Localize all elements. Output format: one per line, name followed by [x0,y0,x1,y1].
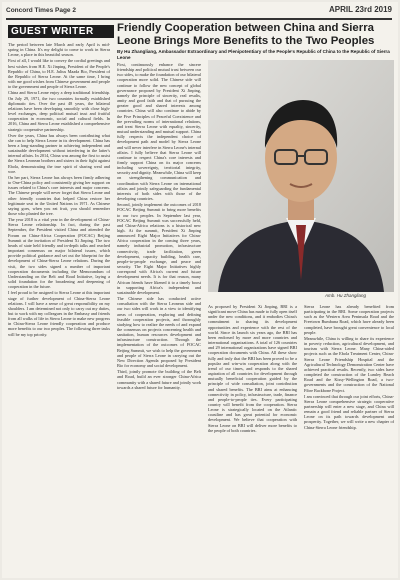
page-header [6,5,392,17]
article-headline: Friendly Cooperation between China and Sierra Leone Brings More Benefits to the Two Peoples [117,22,375,47]
ambassador-photo [208,60,394,292]
article-paragraph: First of all, I would like to convey the cordial greetings and best wishes from H.E. Xi Jinping, President of the People's Republic of China, to H.E. Julius Maada Bio, President of the Republic of Sierra Leone. At the same time, I bring with me good wishes from Chinese government and people to the government and people of Sierra Leone. [8,58,110,90]
article-paragraph: On her part, Sierra Leone has always been firmly adhering to One-China policy and consistently giving her support on issues related to China's core interests and major concerns. The Chinese people will never forget that Sierra Leone and other friendly countries that helped China restore her legitimate seat in the United Nations in 1971. As Chinese saying goes, when you eat fruit, you should remember those who planted the tree. [8,174,110,216]
article-paragraph: Meanwhile, China is willing to share its experience in poverty reduction, agricultural development, and tourism with Sierra Leone. Many China-aided projects such as the Ebola Treatment Center, China-Sierra Leone Friendship Hospital and the Agricultural Technology Demonstration Center have achieved practical results. Recently, two sides have completed the construction of the Lumley Beach Road and the Kissy-Wellington Road, a two-governments and the construction of the National Fibre Backbone Project. [304,335,394,393]
article-paragraph: The Chinese side has conducted active consultation with the Sierra Leonean side and our two sides will work in a view to identifying areas of cooperation, exploring and defining feasible cooperation projects, and thoroughly studying how to realize the needs of and expand the consensus on projects concerning health and sanitation, human resources development and infrastructure construction. Through the implementation of the outcomes of FOCAC Beijing Summit, we wish to help the government and people of Sierra Leone in carrying out the New Direction Agenda proposed by President Bio for economy and social development. [117,296,201,369]
article-paragraph: I am convinced that through our joint efforts, China-Sierra Leone comprehensive strategic cooperative partnership will enter a new stage, and China will remain a good friend and reliable partner of Sierra Leone on its path towards development and prosperity. Together, we will write a new chapter of China-Sierra Leone friendship. [304,393,394,430]
article-paragraph: Third, jointly promote the building of the Belt and Road, build an ever stronger China-Africa community with a shared future and jointly work towards a shared future for humanity. [117,369,201,390]
article-byline: By Hu Zhangliang, Ambassador Extraordinary and Plenipotentiary of the People's Republic of China to the Republic of Sierra Leone [117,49,390,60]
article-paragraph: Over the years, China has always been contributing what she can to help Sierra Leone in its development. China has been a long-standing partner in achieving independent and sustainable development without interfering in the latter's internal affairs. In 2014, China was among the first to assist the Sierra Leonean brothers and sisters in their fight against Ebola, demonstrating the true spirit of sharing weal and woe. [8,132,110,174]
issue-date: APRIL 23rd 2019 [329,5,392,14]
article-column-2 [117,62,201,577]
article-paragraph: As proposed by President Xi Jinping, BRI is a significant move China has made to fully open itself under the new conditions, and it embodies China's commitment to sharing its development opportunities and experience with the rest of the world. Since its launch six years ago, the BRI has been endorsed by more and more countries and international organizations. A total of 126 countries and 29 international organizations have signed BRI cooperation documents with China. All these show fully and truly that the BRI has been proved to be a popular and win-win cooperation along with the trend of our times, and responds to the shared aspiration of all countries for development through mutually beneficial cooperation guided by the principle of wide consultation, joint contribution and shared benefits. The BRI aims at enhancing connectivity in policy, infrastructure, trade, finance and people-to-people ties. Every participating country will benefit from the cooperation. Sierra Leone is strategically located on the Atlantic coastline and has great potential for economic development. We believe that cooperation with Sierra Leone on BRI will deliver more benefits to the people of both countries. [208,304,297,433]
article-column-1 [8,42,110,577]
section-kicker: GUEST WRITER [8,25,114,38]
article-column-4 [304,304,394,577]
article-paragraph: China and Sierra Leone enjoy a deep traditional friendship. On July 29, 1971, the two countries formally established diplomatic ties. Over the past 48 years, the bilateral relations have been developing smoothly with close high-level exchanges, deep political mutual trust and fruitful cooperation in economic, social and cultural fields. In 2016, China and Sierra Leone established a comprehensive strategic cooperative partnership. [8,90,110,132]
article-paragraph: Sierra Leone has already benefited from participating in the BRI. Some cooperation projects such as the Western Area Peninsula Road and the Freetown Bumbuna Road, which have already been completed, have brought great convenience to local people. [304,304,394,335]
photo-caption: Amb. Hu Zhangliang [325,293,367,298]
article-paragraph: I feel proud to be assigned to Sierra Leone at this important stage of further development of China-Sierra Leone relations. I will have a sense of great responsibility on my shoulders. I am determined not only to carry out my duties, but to work with my colleagues in the Embassy and friends from all walks of life in Sierra Leone to make new progress in China-Sierra Leone friendly cooperation and produce more benefits to our two peoples. The following three tasks will be my top priority. [8,290,110,337]
newspaper-page [2,2,398,578]
article-column-3 [208,304,297,577]
article-paragraph: Second, jointly implement the outcomes of 2018 FOCAC Beijing Summit to bring more benefits to our two peoples. In September last year, FOCAC Beijing Summit was successfully held, and China-Africa relations is a historical new high. At the summit, President Xi Jinping announced Eight Major Initiatives for China-Africa cooperation in the coming three years, namely industrial promotion, infrastructure connectivity, trade facilitation, green development, capacity building, health care, people-to-people exchange, and peace and security. The Eight Major Initiatives highly correspond with Africa's current and future development needs. It is for that reason, many African friends have likened it to a timely boost in supporting Africa's independent and sustainable development. [117,202,201,295]
article-paragraph: The year 2018 is a vital year in the development of China-Sierra Leone relationship. In fact, during the past September, the President visited China and attended the Forum on China-Africa Cooperation (FOCAC) Beijing Summit at the invitation of President Xi Jinping. The two heads of state held friendly and in-depth talks and reached important consensus on major bilateral issues, which provide political guidance and set out the blueprint for the development of China-Sierra Leone relations. During the visit, the two sides signed a number of important cooperation documents including the Memorandum of Understanding on the Belt and Road Initiative, laying a solid foundation for the broadening and deepening of cooperation in the future. [8,217,110,290]
section-label: Concord Times Page 2 [6,7,76,14]
header-rule [6,18,392,20]
portrait-illustration [208,60,394,292]
article-paragraph: First, continuously enhance the sincere friendship and political mutual trust between our two sides, to make the foundation of our bilateral cooperation more solid. The Chinese side will continue to follow the new concept of global governance proposed by President Xi Jinping, namely the principle of sincerity, real results, amity and good faith and that of pursuing the greater good and shared interests among countries. China will also continue to abide by the Five Principles of Peaceful Coexistence and the prevailing norms of international relations, and treat Sierra Leone with equality, sincerity, mutual understanding and mutual support. China fully respects the independent choice of development path and model by Sierra Leone and will never interfere in Sierra Leone's internal affairs. I fully believe that Sierra Leone will continue to respect China's core interests and firmly support China on its major concerns including sovereignty, territorial integrity, security and dignity. Meanwhile, China will keep on strengthening communication and coordination with Sierra Leone on international affairs and jointly safeguarding the fundamental interests of both sides with those of the developing countries. [117,62,201,202]
article-paragraph: The period between late March and early April is mid-spring in China. It's my delight to come to work in Sierra Leone, a place in this beautiful season. [8,42,110,58]
